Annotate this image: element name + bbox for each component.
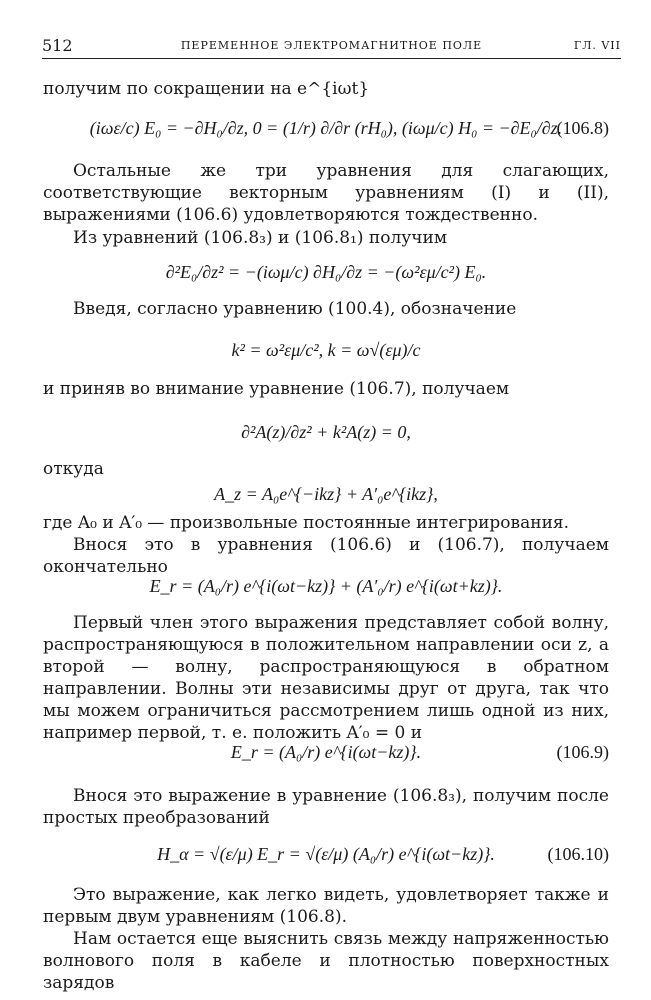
equation-106-10 <box>43 832 609 876</box>
equation-106-10-formula: H_α = √(ε/μ) E_r = √(ε/μ) (A₀/r) e^{i(ωt−kz)}. <box>157 844 495 864</box>
equation-az-formula: A_z = A₀e^{−ikz} + A′₀e^{ikz}, <box>214 484 438 504</box>
paragraph-12: Нам остается еще выяснить связь между напряженностью волнового поля в кабеле и плотностью поверхностных зарядов <box>43 929 609 993</box>
paragraph-2: Остальные же три уравнения для слагающих, соответствующие векторным уравнениям (I) и (II), выражениями (106.6) удовлетворяются тождественно. <box>43 161 609 225</box>
chapter-number: ГЛ. VII <box>573 39 621 52</box>
equation-106-8 <box>43 106 609 150</box>
equation-a-formula: ∂²A(z)/∂z² + k²A(z) = 0, <box>241 422 411 442</box>
paragraph-11: Это выражение, как легко видеть, удовлетворяет также и первым двум уравнениям (106.8). <box>43 885 609 927</box>
page-number: 512 <box>42 36 73 55</box>
paragraph-5: и приняв во внимание уравнение (106.7), получаем <box>43 379 510 399</box>
equation-k-formula: k² = ω²εμ/c², k = ω√(εμ)/c <box>231 340 421 360</box>
equation-106-8-number: (106.8) <box>556 118 609 138</box>
equation-er <box>43 564 609 608</box>
paragraph-4: Введя, согласно уравнению (100.4), обозначение <box>73 299 517 319</box>
equation-d2e-formula: ∂²E₀/∂z² = −(iωμ/c) ∂H₀/∂z = −(ω²εμ/c²) E₀. <box>165 262 487 282</box>
chapter-title: ПЕРЕМЕННОЕ ЭЛЕКТРОМАГНИТНОЕ ПОЛЕ <box>180 39 483 52</box>
equation-er-formula: E_r = (A₀/r) e^{i(ωt−kz)} + (A′₀/r) e^{i(ωt+kz)}. <box>149 576 503 596</box>
equation-106-9-number: (106.9) <box>556 742 609 762</box>
equation-k <box>43 328 609 372</box>
equation-106-10-number: (106.10) <box>547 844 609 864</box>
equation-106-9-formula: E_r = (A₀/r) e^{i(ωt−kz)}. <box>230 742 422 762</box>
equation-106-9 <box>43 730 609 774</box>
paragraph-8: Внося это в уравнения (106.6) и (106.7), получаем окончательно <box>43 535 609 577</box>
paragraph-3: Из уравнений (106.8₃) и (106.8₁) получим <box>73 228 448 248</box>
equation-a <box>43 410 609 454</box>
paragraph-6: откуда <box>43 459 104 479</box>
paragraph-10: Внося это выражение в уравнение (106.8₃), получим после простых преобразований <box>43 786 609 828</box>
equation-106-8-formula: (iωε/c) E₀ = −∂H₀/∂z, 0 = (1/r) ∂/∂r (rH₀), (iωμ/c) H₀ = −∂E₀/∂z. <box>89 118 563 138</box>
paragraph-9: Первый член этого выражения представляет собой волну, распространяющуюся в положительном направлении оси z, а второй — волну, распространяющуюся в обратном направлении. Волны эти независимы друг от друга, так что мы можем ограничиться рассмотрением лишь одной из них, например первой, т. е. положить A′₀ = 0 и <box>43 613 609 743</box>
running-header <box>42 36 621 59</box>
paragraph-7: где A₀ и A′₀ — произвольные постоянные интегрирования. <box>43 513 570 533</box>
paragraph-1: получим по сокращении на e^{iωt} <box>43 79 370 99</box>
equation-az <box>43 472 609 516</box>
equation-d2e <box>43 250 609 294</box>
